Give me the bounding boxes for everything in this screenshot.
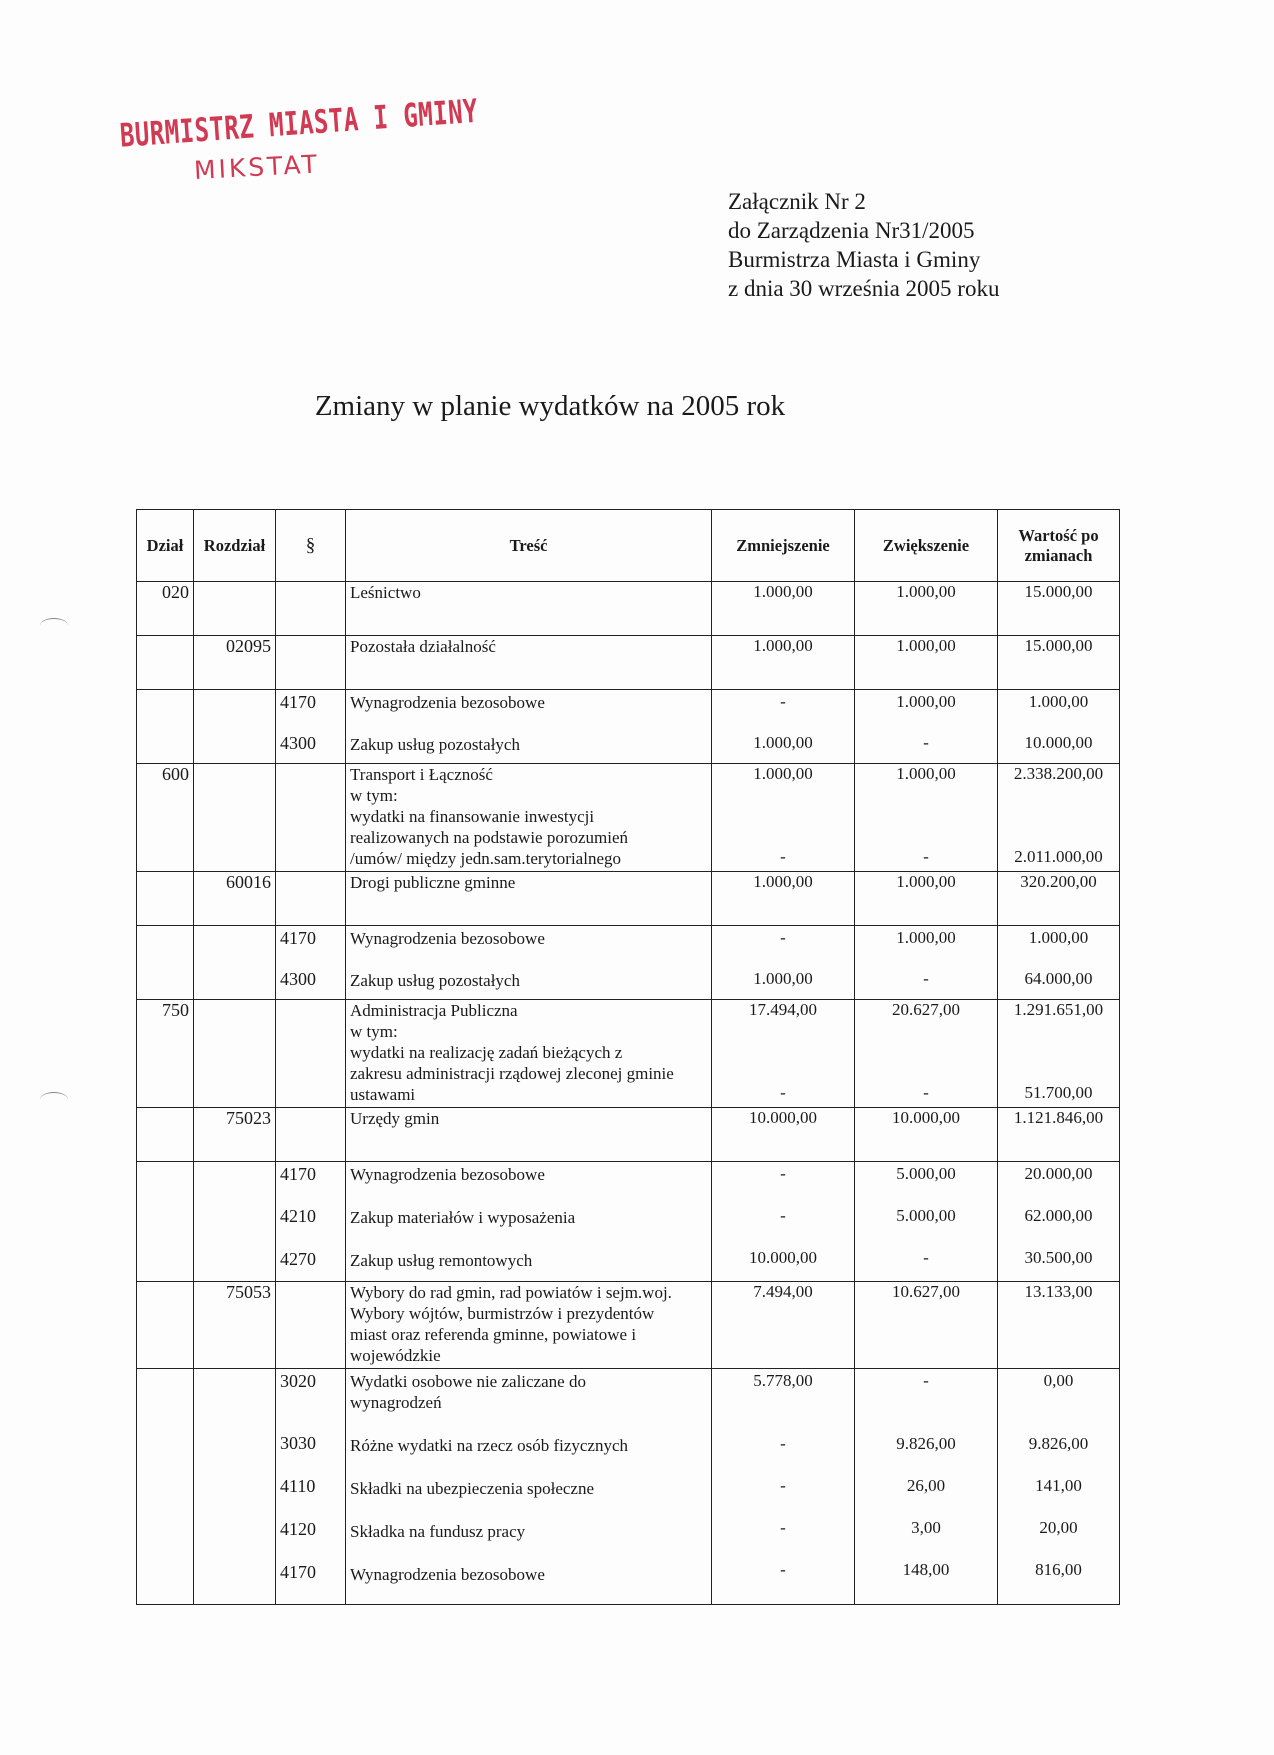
cell-rozdzial — [194, 926, 276, 1000]
cell-rozdzial — [194, 764, 276, 872]
paragraf-code: 4300 — [280, 969, 316, 989]
cell-zwiekszenie — [855, 690, 998, 764]
paragraf-code: 4110 — [280, 1476, 316, 1496]
cell-paragraf — [276, 690, 346, 764]
amount: 5.000,00 — [896, 1206, 956, 1225]
cell-paragraf — [276, 1369, 346, 1605]
cell-tresc — [346, 1000, 712, 1108]
cell-tresc — [346, 1282, 712, 1369]
cell-zmniejszenie — [712, 926, 855, 1000]
amount: 5.000,00 — [896, 1164, 956, 1183]
cell-zwiekszenie: 1.000,00 — [855, 636, 998, 690]
cell-zwiekszenie — [855, 926, 998, 1000]
amount: 1.000,00 — [753, 969, 813, 988]
amount: 62.000,00 — [1024, 1206, 1093, 1225]
cell-zmniejszenie — [712, 1369, 855, 1605]
header-zwiekszenie: Zwiększenie — [855, 510, 998, 582]
amount: - — [780, 692, 786, 711]
item-text: Składka na fundusz pracy — [350, 1522, 526, 1541]
item-text: Zakup usług pozostałych — [350, 735, 520, 754]
cell-rozdzial — [194, 582, 276, 636]
amount: 10.000,00 — [1024, 733, 1093, 752]
cell-dzial — [137, 872, 194, 926]
punch-mark-top — [40, 618, 68, 633]
cell-zmniejszenie: 1.000,00 — [712, 636, 855, 690]
cell-dzial: 750 — [137, 1000, 194, 1108]
amount: - — [780, 1518, 786, 1537]
paragraf-code: 4270 — [280, 1249, 316, 1269]
amount: - — [780, 928, 786, 947]
item-text: zakresu administracji rządowej zleconej gminie — [350, 1064, 674, 1083]
paragraf-code: 4170 — [280, 1562, 316, 1582]
table-row — [137, 582, 1120, 636]
table-row — [137, 690, 1120, 764]
amount: 141,00 — [1035, 1476, 1082, 1495]
cell-tresc: Pozostała działalność — [346, 636, 712, 690]
item-text: Różne wydatki na rzecz osób fizycznych — [350, 1436, 629, 1455]
item-text: miast oraz referenda gminne, powiatowe i — [350, 1325, 637, 1344]
issue-date: z dnia 30 września 2005 roku — [728, 276, 1000, 301]
amount: - — [923, 969, 929, 988]
item-text: /umów/ między jedn.sam.terytorialnego — [350, 849, 621, 868]
paragraf-code: 4300 — [280, 733, 316, 753]
amount: - — [780, 1083, 786, 1102]
amount: 10.000,00 — [749, 1248, 817, 1267]
item-text: Wydatki osobowe nie zaliczane do — [350, 1372, 586, 1391]
item-text: Wynagrodzenia bezosobowe — [350, 1165, 545, 1184]
cell-zwiekszenie — [855, 764, 998, 872]
cell-wartosc — [998, 1000, 1120, 1108]
amount: 1.291.651,00 — [1013, 1000, 1104, 1019]
cell-zmniejszenie — [712, 1000, 855, 1108]
amount: 20.000,00 — [1024, 1164, 1093, 1183]
amount: 64.000,00 — [1024, 969, 1093, 988]
amount: - — [923, 847, 929, 866]
cell-rozdzial: 75023 — [194, 1108, 276, 1162]
amount: - — [780, 1476, 786, 1495]
cell-dzial: 020 — [137, 582, 194, 636]
item-text: Wynagrodzenia bezosobowe — [350, 1565, 545, 1584]
amount: - — [780, 847, 786, 866]
cell-wartosc — [998, 1162, 1120, 1282]
amount: - — [780, 1206, 786, 1225]
cell-paragraf — [276, 636, 346, 690]
amount: 1.000,00 — [1028, 928, 1089, 947]
cell-rozdzial — [194, 1369, 276, 1605]
cell-zmniejszenie — [712, 764, 855, 872]
stamp-line-2: MIKSTAT — [193, 149, 321, 185]
cell-paragraf — [276, 582, 346, 636]
item-text: Wynagrodzenia bezosobowe — [350, 929, 545, 948]
cell-paragraf — [276, 764, 346, 872]
cell-zmniejszenie — [712, 690, 855, 764]
item-text: Wynagrodzenia bezosobowe — [350, 693, 545, 712]
amount: 148,00 — [902, 1560, 950, 1579]
cell-wartosc: 320.200,00 — [998, 872, 1120, 926]
cell-tresc — [346, 764, 712, 872]
cell-dzial: 600 — [137, 764, 194, 872]
header-tresc: Treść — [346, 510, 712, 582]
table-row — [137, 926, 1120, 1000]
amount: 0,00 — [1043, 1371, 1074, 1390]
cell-dzial — [137, 926, 194, 1000]
ordinance-reference: do Zarządzenia Nr31/2005 — [728, 218, 975, 243]
cell-zmniejszenie: 1.000,00 — [712, 872, 855, 926]
cell-dzial — [137, 1162, 194, 1282]
paragraf-code: 4170 — [280, 692, 316, 712]
item-text: wojewódzkie — [350, 1346, 441, 1365]
header-dzial: Dział — [137, 510, 194, 582]
cell-zmniejszenie — [712, 1162, 855, 1282]
cell-tresc: Urzędy gmin — [346, 1108, 712, 1162]
amount: 1.000,00 — [1028, 692, 1089, 711]
attachment-note — [728, 187, 999, 303]
amount: - — [923, 1083, 929, 1102]
cell-paragraf — [276, 1282, 346, 1369]
amount: - — [923, 733, 929, 752]
paragraf-code: 4170 — [280, 1164, 316, 1184]
cell-paragraf — [276, 1162, 346, 1282]
cell-zwiekszenie: 1.000,00 — [855, 582, 998, 636]
cell-zwiekszenie — [855, 1162, 998, 1282]
amount: 20,00 — [1039, 1518, 1078, 1537]
cell-zwiekszenie — [855, 1000, 998, 1108]
cell-tresc — [346, 1369, 712, 1605]
item-text: w tym: — [350, 1022, 398, 1041]
cell-rozdzial — [194, 690, 276, 764]
cell-zwiekszenie: 10.000,00 — [855, 1108, 998, 1162]
cell-zwiekszenie — [855, 1369, 998, 1605]
cell-tresc — [346, 690, 712, 764]
cell-tresc — [346, 1162, 712, 1282]
item-text: Wybory do rad gmin, rad powiatów i sejm.woj. — [350, 1283, 672, 1302]
cell-rozdzial — [194, 1000, 276, 1108]
table-row — [137, 764, 1120, 872]
amount: 1.000,00 — [753, 764, 813, 783]
amount: 1.000,00 — [753, 733, 813, 752]
cell-zmniejszenie: 1.000,00 — [712, 582, 855, 636]
item-text: Zakup usług pozostałych — [350, 971, 520, 990]
header-paragraf: § — [276, 510, 346, 582]
amount: - — [923, 1248, 929, 1267]
amount: 1.000,00 — [896, 928, 956, 947]
amount: 9.826,00 — [896, 1434, 956, 1453]
table-row — [137, 1162, 1120, 1282]
table-row — [137, 636, 1120, 690]
cell-tresc: Drogi publiczne gminne — [346, 872, 712, 926]
amount: 9.826,00 — [1028, 1434, 1089, 1453]
item-text: Zakup usług remontowych — [350, 1251, 533, 1270]
paragraf-code: 4210 — [280, 1206, 316, 1226]
item-text: Transport i Łączność — [350, 765, 493, 784]
cell-rozdzial: 60016 — [194, 872, 276, 926]
cell-rozdzial — [194, 1162, 276, 1282]
cell-rozdzial: 75053 — [194, 1282, 276, 1369]
amount: 51.700,00 — [1024, 1083, 1093, 1102]
header-wartosc: Wartość po zmianach — [998, 510, 1120, 582]
amount: 20.627,00 — [892, 1000, 960, 1019]
expenditure-table — [136, 509, 1120, 1605]
header-rozdzial: Rozdział — [194, 510, 276, 582]
cell-wartosc: 13.133,00 — [998, 1282, 1120, 1369]
cell-dzial — [137, 1369, 194, 1605]
cell-paragraf — [276, 926, 346, 1000]
item-text: w tym: — [350, 786, 398, 805]
cell-rozdzial: 02095 — [194, 636, 276, 690]
table-row — [137, 872, 1120, 926]
item-text: Wybory wójtów, burmistrzów i prezydentów — [350, 1304, 655, 1323]
cell-wartosc: 15.000,00 — [998, 582, 1120, 636]
cell-dzial — [137, 1108, 194, 1162]
amount: - — [923, 1371, 929, 1390]
item-text: Zakup materiałów i wyposażenia — [350, 1208, 576, 1227]
cell-wartosc — [998, 1369, 1120, 1605]
cell-wartosc: 1.121.846,00 — [998, 1108, 1120, 1162]
issuer: Burmistrza Miasta i Gminy — [728, 247, 981, 272]
cell-dzial — [137, 636, 194, 690]
table-row — [137, 1282, 1120, 1369]
table-row — [137, 1108, 1120, 1162]
cell-zwiekszenie: 10.627,00 — [855, 1282, 998, 1369]
cell-dzial — [137, 690, 194, 764]
document-title: Zmiany w planie wydatków na 2005 rok — [314, 390, 786, 422]
cell-zmniejszenie: 10.000,00 — [712, 1108, 855, 1162]
table-row — [137, 1369, 1120, 1605]
cell-zmniejszenie: 7.494,00 — [712, 1282, 855, 1369]
cell-tresc — [346, 926, 712, 1000]
cell-dzial — [137, 1282, 194, 1369]
stamp-line-1: BURMISTRZ MIASTA I GMINY — [118, 92, 480, 155]
amount: - — [780, 1164, 786, 1183]
cell-wartosc: 15.000,00 — [998, 636, 1120, 690]
item-text: Administracja Publiczna — [350, 1001, 518, 1020]
item-text: ustawami — [350, 1085, 416, 1104]
amount: - — [780, 1560, 786, 1579]
official-stamp — [118, 92, 480, 185]
table-row — [137, 1000, 1120, 1108]
cell-zwiekszenie: 1.000,00 — [855, 872, 998, 926]
amount: 2.011.000,00 — [1014, 847, 1103, 866]
paragraf-code: 4170 — [280, 928, 316, 948]
cell-wartosc — [998, 764, 1120, 872]
amount: 1.000,00 — [896, 764, 956, 783]
item-text: wynagrodzeń — [350, 1393, 442, 1412]
cell-paragraf — [276, 872, 346, 926]
attachment-number: Załącznik Nr 2 — [728, 189, 866, 214]
amount: 26,00 — [906, 1476, 946, 1495]
header-zmniejszenie: Zmniejszenie — [712, 510, 855, 582]
amount: 3,00 — [911, 1518, 941, 1537]
cell-paragraf — [276, 1000, 346, 1108]
paragraf-code: 3020 — [280, 1371, 316, 1391]
amount: 5.778,00 — [753, 1371, 813, 1390]
amount: 1.000,00 — [896, 692, 956, 711]
amount: 17.494,00 — [749, 1000, 817, 1019]
paragraf-code: 3030 — [280, 1433, 316, 1453]
cell-tresc: Leśnictwo — [346, 582, 712, 636]
paragraf-code: 4120 — [280, 1519, 316, 1539]
punch-mark-bottom — [40, 1092, 68, 1107]
cell-wartosc — [998, 926, 1120, 1000]
amount: - — [780, 1434, 786, 1453]
item-text: wydatki na finansowanie inwestycji — [350, 807, 595, 826]
cell-wartosc — [998, 690, 1120, 764]
amount: 816,00 — [1035, 1560, 1082, 1579]
item-text: realizowanych na podstawie porozumień — [350, 828, 629, 847]
item-text: wydatki na realizację zadań bieżących z — [350, 1043, 623, 1062]
cell-paragraf — [276, 1108, 346, 1162]
amount: 2.338.200,00 — [1013, 764, 1104, 783]
table-header-row — [137, 510, 1120, 582]
item-text: Składki na ubezpieczenia społeczne — [350, 1479, 595, 1498]
amount: 30.500,00 — [1024, 1248, 1093, 1267]
